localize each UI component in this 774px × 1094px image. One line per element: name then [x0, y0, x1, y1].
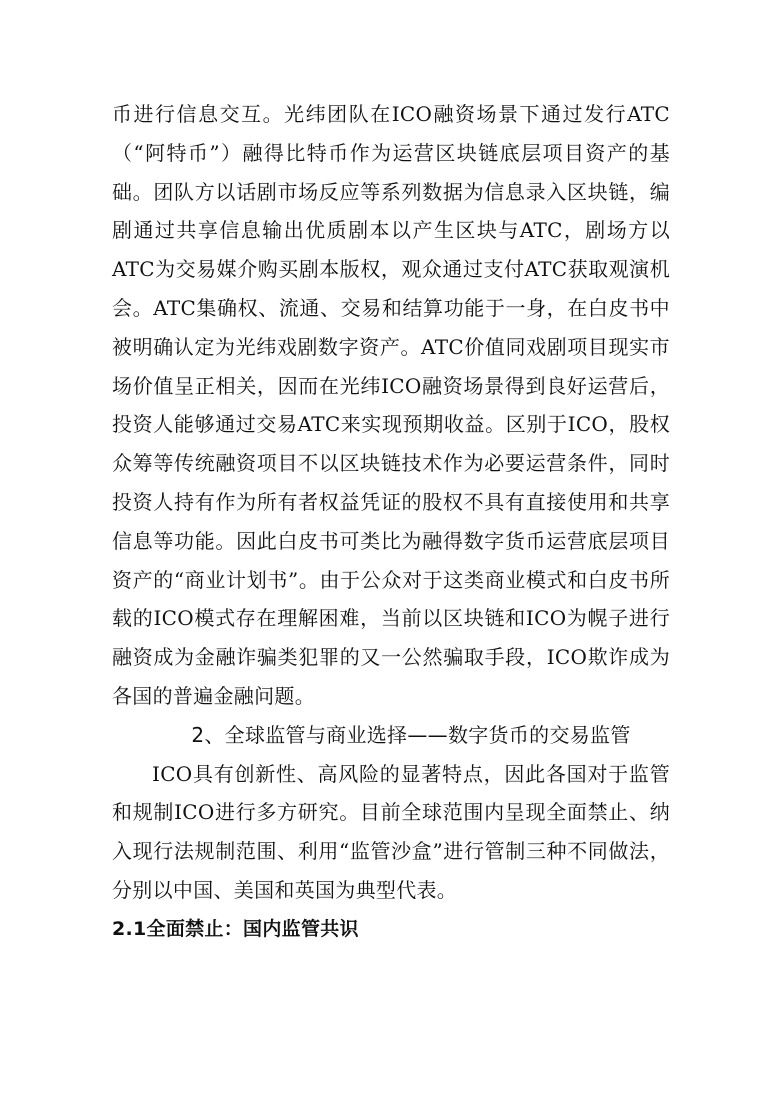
body-paragraph: 币进行信息交互。光纬团队在ICO融资场景下通过发行ATC（“阿特币”）融得比特币作为运营区块链底层项目资产的基础。团队方以话剧市场反应等系列数据为信息录入区块链，编剧通过共享信息输出优质剧本以产生区块与ATC，剧场方以ATC为交易媒介购买剧本版权，观众通过支付ATC获取观演机会。ATC集确权、流通、交易和结算功能于一身，在白皮书中被明确认定为光纬戏剧数字资产。ATC价值同戏剧项目现实市场价值呈正相关，因而在光纬ICO融资场景得到良好运营后，投资人能够通过交易ATC来实现预期收益。区别于ICO，股权众筹等传统融资项目不以区块链技术作为必要运营条件，同时投资人持有作为所有者权益凭证的股权不具有直接使用和共享信息等功能。因此白皮书可类比为融得数字货币运营底层项目资产的“商业计划书”。由于公众对于这类商业模式和白皮书所载的ICO模式存在理解困难，当前以区块链和ICO为幌子进行融资成为金融诈骗类犯罪的又一公然骗取手段，ICO欺诈成为各国的普遍金融问题。	[112, 102, 670, 708]
section-title: 2.1全面禁止：国内监管共识	[112, 917, 359, 940]
body-paragraph: ICO具有创新性、高风险的显著特点，因此各国对于监管和规制ICO进行多方研究。目前全球范围内呈现全面禁止、纳入现行法规制范围、利用“监管沙盒”进行管制三种不同做法，分别以中国、美国和英国为典型代表。	[112, 761, 670, 902]
document-body	[112, 95, 670, 949]
section-subheading: 2、全球监管与商业选择——数字货币的交易监管	[191, 722, 631, 747]
